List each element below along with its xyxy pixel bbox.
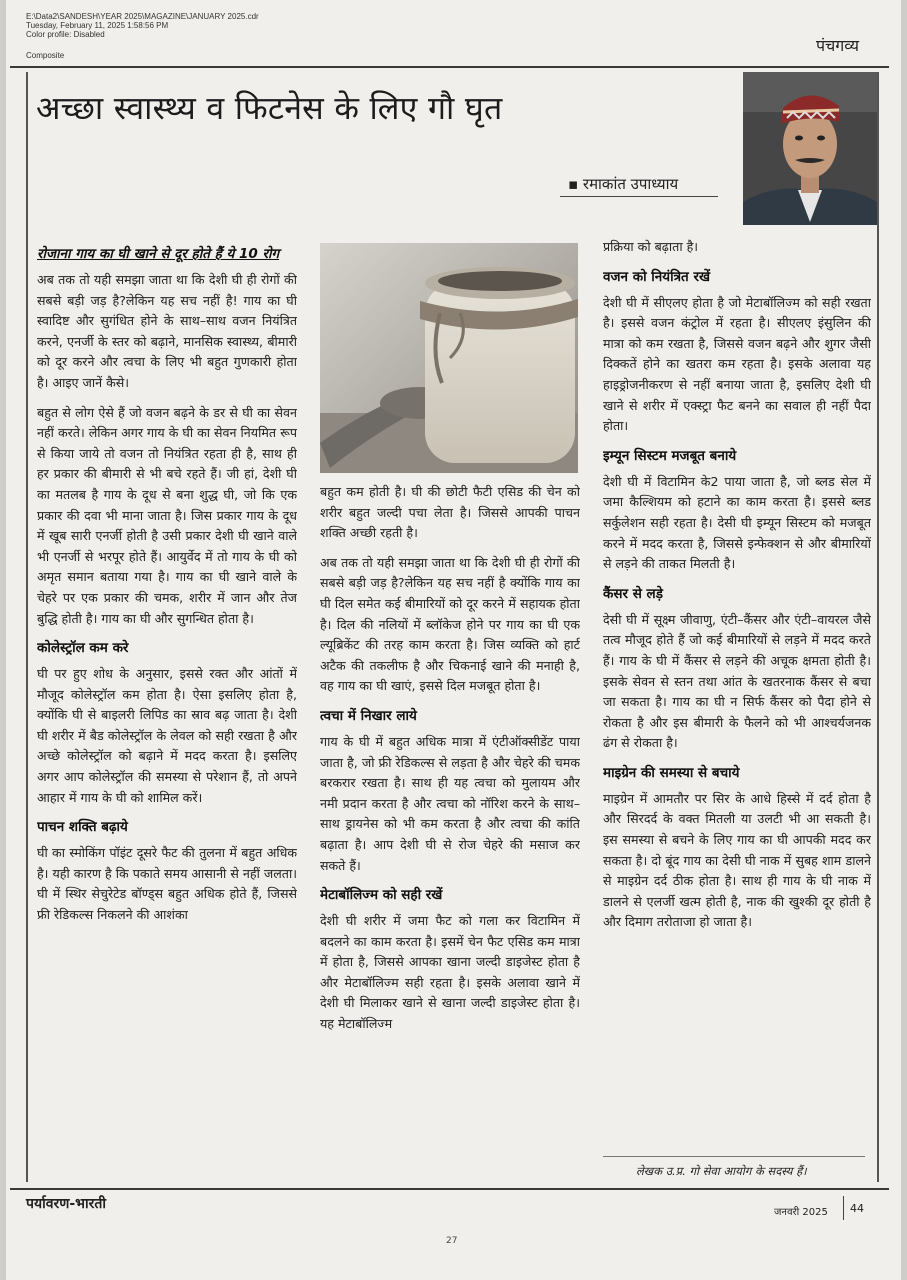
- paragraph: देशी घी में सीएलए होता है जो मेटाबॉलिज्म को सही रखता है। इससे वजन कंट्रोल में रहता है। सीएलए इंसुलिन की मात्रा को कम रखता है, जिससे वजन बढ़ने और शुगर जैसी दिक्कतें होने का खतरा कम रहता है। इसके अलावा यह हाइड्रोजनीकरण से नहीं बनाया जाता है, इसलिए देशी घी खाने से शरीर में एक्स्ट्रा फैट बनने का सवाल ही नहीं पैदा होता।: [603, 294, 871, 434]
- page-number: 44: [850, 1202, 864, 1215]
- issue-date: जनवरी 2025: [774, 1207, 828, 1218]
- subheading-skin: त्वचा में निखार लाये: [320, 707, 417, 724]
- right-border: [877, 72, 879, 1182]
- paragraph: घी का स्मोकिंग पॉइंट दूसरे फैट की तुलना में बहुत अधिक है। यही कारण है कि पकाते समय आसानी से नहीं जलता। घी में स्थिर सेचुरेटेड बॉण्ड्स बहुत अधिक होते हैं, जिससे फ्री रेडिकल्स निकलने की आशंका: [37, 845, 297, 923]
- paragraph: बहुत कम होती है। घी की छोटी फैटी एसिड की चेन को शरीर बहुत जल्दी पचा लेता है। जिससे आपकी पाचन शक्ति अच्छी रहती है।: [320, 484, 580, 541]
- paragraph: बहुत से लोग ऐसे हैं जो वजन बढ़ने के डर से घी का सेवन नहीं करते। लेकिन अगर गाय के घी का सेवन नियमित रूप से किया जाये तो वजन तो नियंत्रित रहता ही है, साथ ही हर प्रकार की बीमारी से भी बचे रहते हैं। जी हां, देशी घी का मतलब है गाय के दूध से बना शुद्ध घी, जो कि एक प्रकार की दवा भी माना जाता है। जिस प्रकार गाय के दूध में खूब सारी एनर्जी होती है उसी प्रकार देशी घी खाने वाले भी एनर्जी से भरपूर होते हैं। आयुर्वेद में तो गाय के घी को अमृत समान बताया गया है। गाय का घी खाने वाले के चेहरे पर एक प्रकार की चमक, शरीर में जान और तेज बुद्धि होती है। गाय का घी और सुगन्धित होता है।: [37, 404, 297, 626]
- paragraph: गाय के घी में बहुत अधिक मात्रा में एंटीऑक्सीडेंट पाया जाता है, जो फ्री रेडिकल्स से लड़ता है और चेहरे की चमक बरकरार रखता है। साथ ही यह त्वचा को मुलायम और नमी प्रदान करता है और त्वचा को नॉरिश करने के साथ–साथ ड्रायनेस को भी कम करता है और त्वचा की कांति बढ़ाता है। आप देशी घी से रोज चेहरे की मसाज कर सकते हैं।: [320, 733, 580, 873]
- left-border: [26, 72, 28, 1182]
- paragraph: प्रक्रिया को बढ़ाता है।: [603, 239, 699, 254]
- section-tag: पंचगव्य: [816, 36, 860, 55]
- author-footnote: लेखक उ.प्र. गो सेवा आयोग के सदस्य हैं।: [636, 1164, 807, 1178]
- paragraph: अब तक तो यही समझा जाता था कि देशी घी ही रोगों की सबसे बड़ी जड़ है?लेकिन यह सच नहीं है क्योंकि गाय का घी दिल समेत कई बीमारियों को दूर करने में सहायक होता है। दिल की नलियों में ब्लॉकेज होने पर गाय का घी एक ल्यूब्रिकेंट की तरह काम करता है। जिस व्यक्ति को हार्ट अटैक की तकलीफ है और चिकनाई खाने की मनाही है, वह गाय का घी खाएं, इससे दिल मजबूत होता है।: [320, 554, 580, 694]
- subheading-cancer: कैंसर से लड़े: [603, 585, 663, 602]
- subheading-metabolism: मेटाबॉलिज्म को सही रखें: [320, 887, 443, 904]
- subheading-ghee-benefits: रोजाना गाय का घी खाने से दूर होते हैं ये 10 रोग: [37, 246, 280, 262]
- author-byline: ▪ रमाकांत उपाध्याय: [568, 175, 679, 193]
- paragraph: देशी घी में विटामिन के2 पाया जाता है, जो ब्लड सेल में जमा कैल्शियम को हटाने का काम करता है। इससे ब्लड सर्कुलेशन सही रहता है। देसी घी इम्यून सिस्टम को मजबूत करने में मदद करता है, जिससे इन्फेक्शन से और बीमारियों से लड़ने की ताकत मिलती है।: [603, 473, 871, 572]
- author-photo: [743, 72, 877, 225]
- print-profile: Color profile: Disabled: [26, 30, 105, 39]
- byline-rule: [560, 196, 718, 197]
- print-mode: Composite: [26, 51, 65, 60]
- paragraph: घी पर हुए शोध के अनुसार, इससे रक्त और आंतों में मौजूद कोलेस्ट्रॉल कम होता है। ऐसा इसलिए होता है, क्योंकि घी से बाइलरी लिपिड का स्राव बढ़ जाता है। देशी घी शरीर में बैड कोलेस्ट्रॉल के लेवल को सही रखता है और अच्छे कोलेस्ट्रॉल को बढ़ाने में मदद करता है। इसलिए अगर आप कोलेस्ट्रॉल की समस्या से परेशान हैं, तो अपने आहार में गाय के घी को शामिल करें।: [37, 666, 297, 805]
- article-title: अच्छा स्वास्थ्य व फिटनेस के लिए गौ घृत: [36, 89, 503, 127]
- ghee-jar-photo: [320, 243, 578, 473]
- sheet-number: 27: [446, 1236, 458, 1246]
- paragraph: देसी घी में सूक्ष्म जीवाणु, एंटी–कैंसर और एंटी–वायरल जैसे तत्व मौजूद होते हैं जो कई बीमारियों से लड़ने में मदद करते हैं। गाय के घी में कैंसर से लड़ने की अचूक क्षमता होती है। इसके सेवन से स्तन तथा आंत के खतरनाक कैंसर से बचा जा सकता है। गाय का घी न सिर्फ कैंसर को पैदा होने से रोकता है और इस बीमारी के फैलने को भी आश्चर्यजनक ढंग से रोकता है।: [603, 611, 871, 751]
- magazine-name: पर्यावरण-भारती: [26, 1196, 106, 1212]
- article-column-2: [320, 482, 580, 1176]
- paragraph: माइग्रेन में आमतौर पर सिर के आधे हिस्से में दर्द होता है और सिरदर्द के वक्त मितली या उलटी भी आ सकती है। इस समस्या से बचने के लिए गाय का घी आपकी मदद कर सकता है। दो बूंद गाय का देसी घी नाक में सुबह शाम डालने से माइग्रेन दर्द ठीक होता है। साथ ही गाय के घी नाक में डालने से एलर्जी खत्म होती है, नाक की खुश्की दूर होती है और दिमाग तरोताजा हो जाता है।: [603, 790, 871, 930]
- subheading-digestion: पाचन शक्ति बढ़ाये: [37, 819, 128, 836]
- print-date: Tuesday, February 11, 2025 1:58:56 PM: [26, 21, 169, 30]
- footnote-rule: [603, 1156, 865, 1157]
- subheading-cholesterol: कोलेस्ट्रॉल कम करे: [37, 640, 129, 657]
- top-rule: [10, 66, 889, 68]
- subheading-weight: वजन को नियंत्रित रखें: [603, 268, 711, 285]
- subheading-immunity: इम्यून सिस्टम मजबूत बनाये: [603, 447, 737, 464]
- footer-rule: [10, 1188, 889, 1190]
- paragraph: अब तक तो यही समझा जाता था कि देशी घी ही रोगों की सबसे बड़ी जड़ है?लेकिन यह सच नहीं है! गाय का घी स्वादिष्ट और सुगंधित होने के साथ–साथ वजन नियंत्रित करने, एनर्जी के स्तर को बढ़ाने, मानसिक स्वास्थ्य, बीमारी को दूर करने और त्वचा के लिए भी बहुत गुणकारी होता है। आइए जानें कैसे।: [37, 272, 297, 390]
- print-path: E:\Data2\SANDESH\YEAR 2025\MAGAZINE\JANUARY 2025.cdr: [26, 12, 259, 21]
- article-column-1: [37, 244, 297, 1176]
- paragraph: देशी घी शरीर में जमा फैट को गला कर विटामिन में बदलने का काम करता है। इसमें चेन फैट एसिड कम मात्रा में होता है, जिससे आपका खाना जल्दी डाइजेस्ट होता है और मेटाबॉलिज्म सही रहता है। इसके अलावा खाने में देशी घी मिलाकर खाने से खाना जल्दी डाइजेस्ट होता है। यह मेटाबॉलिज्म: [320, 913, 580, 1032]
- page-divider: [843, 1196, 844, 1220]
- article-column-3: [603, 237, 871, 1127]
- subheading-migraine: माइग्रेन की समस्या से बचाये: [603, 764, 740, 781]
